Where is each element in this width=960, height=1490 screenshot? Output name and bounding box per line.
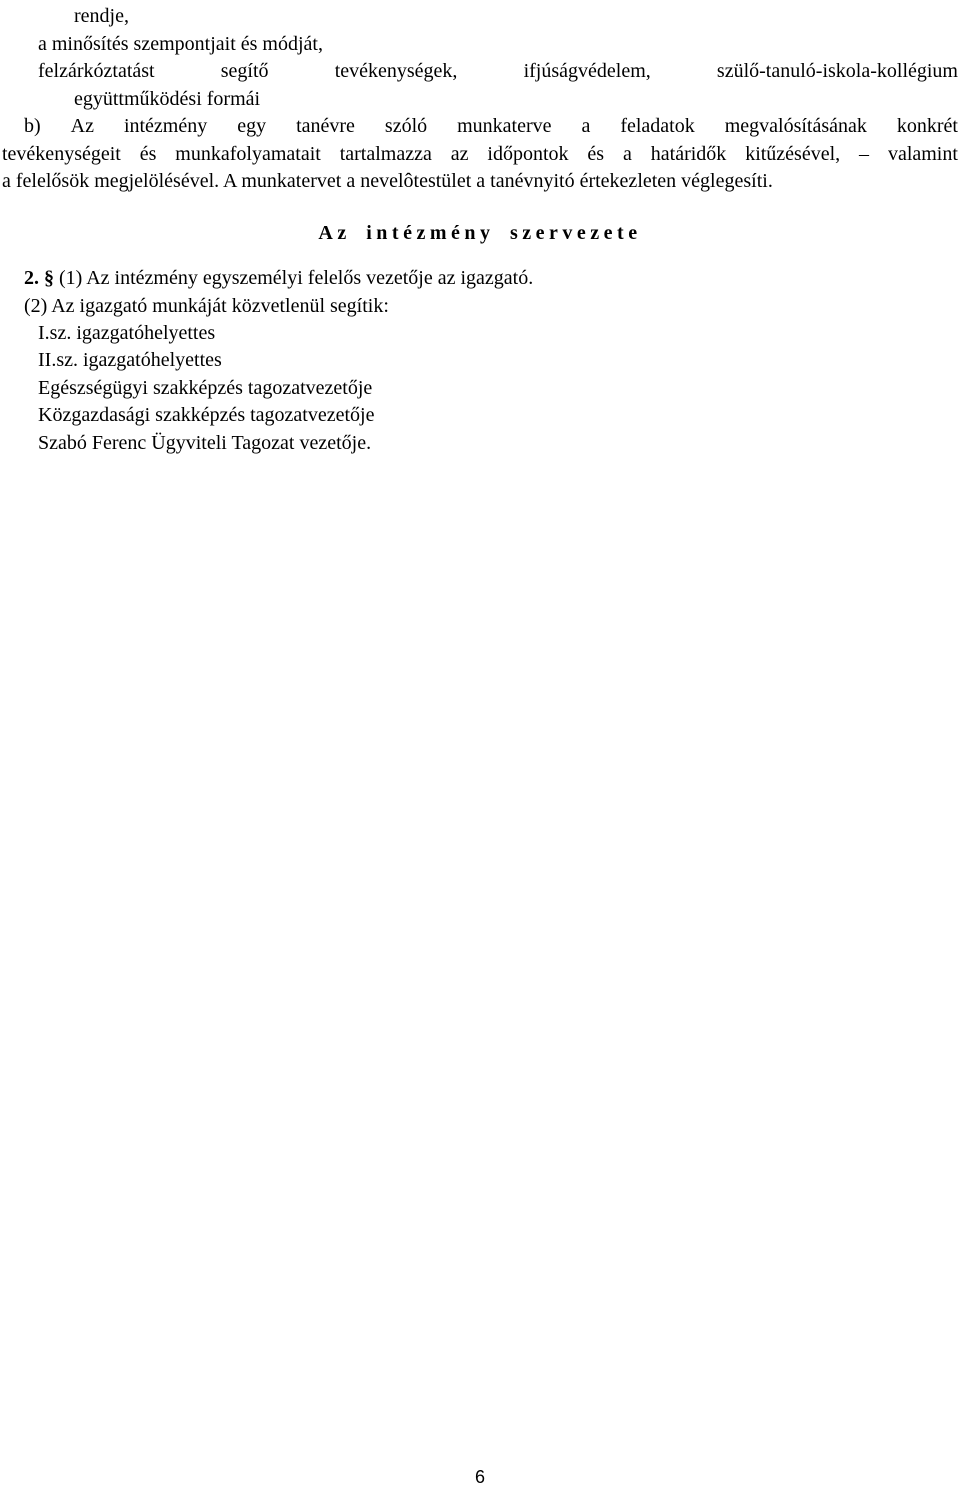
helper-item: II.sz. igazgatóhelyettes <box>38 349 222 371</box>
page-number: 6 <box>474 1467 485 1487</box>
paragraph-b-line-2: tevékenységeit és munkafolyamatait tartalmazza az időpontok és a határidők kitűzésével, – valamint <box>2 143 958 165</box>
section-2-paragraph-2: (2) Az igazgató munkáját közvetlenül segítik: <box>24 295 389 317</box>
helper-item: Közgazdasági szakképzés tagozatvezetője <box>38 404 375 426</box>
paragraph-b-line-1: b) Az intézmény egy tanévre szóló munkaterve a feladatok megvalósításának konkrét <box>24 115 958 137</box>
helper-item: I.sz. igazgatóhelyettes <box>38 322 216 344</box>
paragraph-b-line-3: a felelősök megjelölésével. A munkatervet a nevelôtestület a tanévnyitó értekezleten véglegesíti. <box>2 170 773 192</box>
section-heading: Az intézmény szervezete <box>318 222 642 244</box>
list-item-minosites: a minősítés szempontjait és módját, <box>38 33 323 55</box>
list-item-felzarkoztatas: felzárkóztatást segítő tevékenységek, ifjúságvédelem, szülő-tanuló-iskola-kollégium <box>38 60 958 82</box>
list-item-felzarkoztatas-cont: együttműködési formái <box>74 88 261 110</box>
helper-item: Szabó Ferenc Ügyviteli Tagozat vezetője. <box>38 432 372 454</box>
list-item-rendje: rendje, <box>74 5 129 27</box>
section-number: 2. <box>24 267 39 289</box>
helper-item: Egészségügyi szakképzés tagozatvezetője <box>38 377 373 399</box>
section-sign: § <box>44 267 54 289</box>
section-2-text-1: (1) Az intézmény egyszemélyi felelős vezetője az igazgató. <box>59 267 534 289</box>
section-2-paragraph-1 <box>24 264 533 292</box>
